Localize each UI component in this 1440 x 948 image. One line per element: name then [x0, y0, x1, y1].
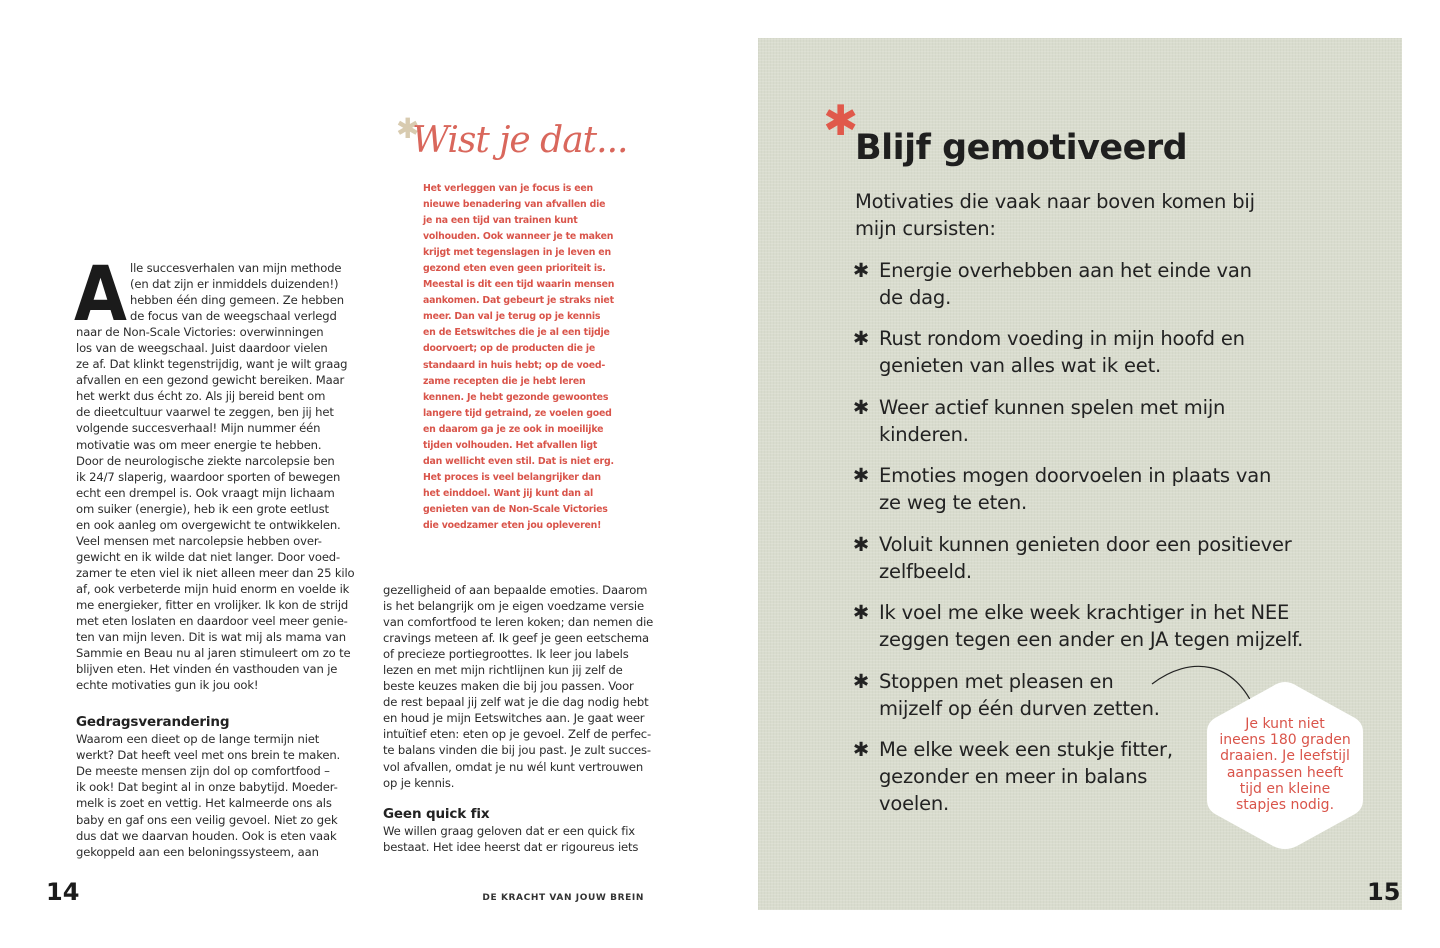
text-line: de focus van de weegschaal verlegd [130, 309, 337, 324]
text-line: echte motivaties gun ik jou ook! [76, 678, 259, 693]
text-line: Weer actief kunnen spelen met mijn [879, 396, 1226, 419]
motivation-text [879, 531, 1292, 585]
text-line: op je kennis. [383, 775, 455, 790]
motivation-item [853, 394, 1225, 448]
text-line: Ik voel me elke week krachtiger in het NEE [879, 601, 1290, 624]
text-line: standaard in huis hebt; op de voed- [423, 359, 606, 371]
section-heading-gedragsverandering: Gedragsverandering [76, 714, 230, 731]
text-line: aankomen. Dat gebeurt je straks niet [423, 295, 614, 307]
text-line: hebben één ding gemeen. Ze hebben [130, 293, 344, 308]
text-line: (en dat zijn er inmiddels duizenden!) [130, 277, 339, 292]
text-line: meer. Dan val je terug op je kennis [423, 311, 601, 323]
middle-paragraph [383, 582, 653, 791]
motivation-text [879, 736, 1173, 817]
text-line: Waarom een dieet op de lange termijn niet [76, 732, 320, 747]
text-line: volhouden. Ook wanneer je te maken [423, 231, 614, 243]
asterisk-bullet-icon: ✱ [853, 601, 870, 624]
text-line: en daarom ga je ze ook in moeilijke [423, 423, 604, 435]
text-line: lezen en met mijn richtlijnen kun jij zelf de [383, 663, 623, 678]
text-line: voelen. [879, 792, 950, 815]
asterisk-bullet-icon: ✱ [853, 396, 870, 419]
text-line: of precieze portiegroottes. Ik leer jou labels [383, 647, 629, 662]
motivation-item [853, 668, 1160, 722]
text-line: te balans vinden die bij jou past. Je zult succes- [383, 743, 651, 758]
text-line: kennen. Je hebt gezonde gewoontes [423, 391, 609, 403]
text-line: cravings meteen af. Ik geef je geen eetschema [383, 631, 650, 646]
text-line: kinderen. [879, 423, 969, 446]
motivation-text [879, 462, 1271, 516]
text-line: vol afvallen, omdat je nu wél kunt vertrouwen [383, 759, 644, 774]
text-line: tijd en kleine [1239, 780, 1331, 797]
text-line: ze af. Dat klinkt tegenstrijdig, want je wilt graag [76, 357, 348, 372]
text-line: genieten van de Non-Scale Victories [423, 503, 608, 515]
text-line: zame recepten die je hebt leren [423, 375, 586, 387]
text-line: bestaat. Het idee heerst dat er rigoureus iets [383, 839, 639, 854]
text-line: gekoppeld aan een beloningssysteem, aan [76, 844, 319, 859]
text-line: af, ook verbeterde mijn huid enorm en voelde ik [76, 581, 350, 596]
text-line: Door de neurologische ziekte narcolepsie ben [76, 453, 335, 468]
text-line: is het belangrijk om je eigen voedzame versie [383, 599, 644, 614]
text-line: gewicht en ik wilde dat niet langer. Door voed- [76, 549, 341, 564]
text-line: De meeste mensen zijn dol op comfortfood – [76, 764, 330, 779]
text-line: baby en gaf ons een veilig gevoel. Niet zo gek [76, 812, 338, 827]
text-line: Het proces is veel belangrijker dan [423, 471, 601, 483]
sidebar-heading: Wist je dat... [412, 120, 628, 161]
text-line: Voluit kunnen genieten door een positiever [879, 533, 1292, 556]
text-line: je na een tijd van trainen kunt [423, 215, 578, 227]
page-number-right: 15 [1367, 878, 1401, 906]
running-footer: DE KRACHT VAN JOUW BREIN [482, 893, 644, 903]
section-heading-geen-quick-fix: Geen quick fix [383, 805, 490, 822]
text-line: stapjes nodig. [1235, 797, 1335, 814]
text-line: lle succesverhalen van mijn methode [130, 261, 342, 275]
text-line: die voedzamer eten jou opleveren! [423, 519, 602, 531]
text-line: mijn cursisten: [855, 217, 996, 240]
drop-cap: A [74, 249, 127, 338]
text-line: langere tijd getraind, ze voelen goed [423, 407, 612, 419]
text-line: ik ook! Dat begint al in onze babytijd. Moeder- [76, 780, 338, 795]
motivation-text [879, 599, 1303, 653]
motivation-item [853, 325, 1245, 379]
text-line: werkt? Dat heeft veel met ons brein te maken. [76, 748, 341, 763]
page-number-left: 14 [46, 878, 80, 906]
text-line: dan wellicht even stil. Dat is niet erg. [423, 455, 614, 467]
asterisk-icon: ✱ [823, 96, 859, 145]
text-line: Veel mensen met narcolepsie hebben over- [76, 533, 322, 548]
text-line: me energieker, fitter en vrolijker. Ik kon de strijd [76, 597, 349, 612]
motivation-text [879, 668, 1160, 722]
text-line: Stoppen met pleasen en [879, 670, 1114, 693]
text-line: genieten van alles wat ik eet. [879, 354, 1162, 377]
text-line: doorvoert; op de producten die je [423, 343, 596, 355]
subtitle [855, 188, 1255, 242]
text-line: zelfbeeld. [879, 560, 972, 583]
motivation-item [853, 257, 1252, 311]
text-line: Het verleggen van je focus is een [423, 183, 593, 194]
motivation-item [853, 462, 1271, 516]
text-line: gezelligheid of aan bepaalde emoties. Daarom [383, 583, 648, 597]
text-line: dus dat we daarvan houden. Ook is eten vaak [76, 828, 337, 843]
text-line: het werkt dus écht zo. Als jij bereid bent om [76, 389, 326, 404]
text-line: ik 24/7 slaperig, waardoor sporten of bewegen [76, 469, 341, 484]
text-line: los van de weegschaal. Juist daardoor vielen [76, 341, 328, 356]
text-line: afvallen en een gezond gewicht bereiken. Maar [76, 373, 345, 388]
callout-text [1205, 716, 1365, 813]
text-line: Me elke week een stukje fitter, [879, 738, 1173, 761]
motivation-item [853, 599, 1303, 653]
motivation-text [879, 257, 1252, 311]
motivation-item [853, 736, 1173, 817]
text-line: We willen graag geloven dat er een quick fix [383, 823, 635, 838]
motivation-text [879, 325, 1245, 379]
text-line: van comfortfood te leren koken; dan nemen die [383, 615, 654, 630]
asterisk-bullet-icon: ✱ [853, 738, 870, 761]
text-line: en houd je mijn Eetswitches aan. Je gaat weer [383, 711, 645, 726]
text-line: krijgt met tegenslagen in je leven en [423, 247, 611, 259]
asterisk-icon: ✱ [396, 112, 420, 145]
text-line: om suiker (energie), heb ik een grote eetlust [76, 501, 329, 516]
page-title: Blijf gemotiveerd [855, 128, 1188, 168]
text-line: Energie overhebben aan het einde van [879, 259, 1252, 282]
text-line: mijzelf op één durven zetten. [879, 697, 1160, 720]
text-line: nieuwe benadering van afvallen die [423, 199, 606, 211]
middle-column [383, 582, 653, 855]
text-line: en de Eetswitches die je al een tijdje [423, 327, 610, 339]
left-column [74, 249, 355, 860]
text-line: Motivaties die vaak naar boven komen bij [855, 190, 1255, 213]
motivation-text [879, 394, 1225, 448]
intro-paragraph [74, 249, 355, 693]
text-line: volgende succesverhaal! Mijn nummer één [76, 421, 321, 436]
text-line: blijven eten. Het vinden én vasthouden van je [76, 662, 338, 677]
text-line: ze weg te eten. [879, 491, 1027, 514]
asterisk-bullet-icon: ✱ [853, 670, 870, 693]
text-line: ineens 180 graden [1219, 732, 1351, 749]
text-line: zamer te eten viel ik niet alleen meer dan 25 kilo [76, 565, 355, 580]
asterisk-bullet-icon: ✱ [853, 327, 870, 350]
section-paragraph [76, 731, 346, 859]
text-line: tijden volhouden. Het afvallen ligt [423, 439, 598, 451]
asterisk-bullet-icon: ✱ [853, 464, 870, 487]
text-line: Emoties mogen doorvoelen in plaats van [879, 464, 1272, 487]
asterisk-bullet-icon: ✱ [853, 259, 870, 282]
text-line: de dieetcultuur vaarwel te zeggen, ben jij het [76, 405, 334, 420]
text-line: Meestal is dit een tijd waarin mensen [423, 279, 615, 291]
text-line: ten van mijn leven. Dit is wat mij als mama van [76, 630, 346, 645]
quick-fix-paragraph [383, 823, 653, 855]
sidebar-text [423, 181, 615, 534]
text-line: melk is zoet en vettig. Het kalmeerde ons als [76, 796, 332, 811]
text-line: motivatie was om meer energie te hebben. [76, 437, 322, 452]
text-line: zeggen tegen een ander en JA tegen mijzelf. [879, 628, 1304, 651]
text-line: gezond eten even geen prioriteit is. [423, 263, 606, 275]
text-line: Rust rondom voeding in mijn hoofd en [879, 327, 1245, 350]
text-line: het einddoel. Want jij kunt dan al [423, 487, 593, 499]
text-line: met eten loslaten en daardoor veel meer genie- [76, 614, 348, 629]
text-line: aanpassen heeft [1226, 764, 1344, 781]
text-line: Sammie en Beau nu al jaren stimuleert om zo te [76, 646, 351, 661]
motivation-item [853, 531, 1292, 585]
text-line: draaien. Je leefstijl [1220, 748, 1350, 765]
asterisk-bullet-icon: ✱ [853, 533, 870, 556]
text-line: echt een drempel is. Ook vraagt mijn lichaam [76, 485, 335, 500]
text-line: beste keuzes maken die bij jou passen. Voor [383, 679, 634, 694]
text-line: naar de Non-Scale Victories: overwinningen [76, 325, 324, 340]
text-line: gezonder en meer in balans [879, 765, 1148, 788]
text-line: intuïtief eten: eten op je gevoel. Zelf de perfec- [383, 727, 652, 742]
text-line: de rest bepaal jij zelf wat je die dag nodig hebt [383, 695, 649, 710]
text-line: en ook aanleg om overgewicht te ontwikkelen. [76, 517, 341, 532]
text-line: Je kunt niet [1245, 716, 1325, 732]
text-line: de dag. [879, 286, 952, 309]
